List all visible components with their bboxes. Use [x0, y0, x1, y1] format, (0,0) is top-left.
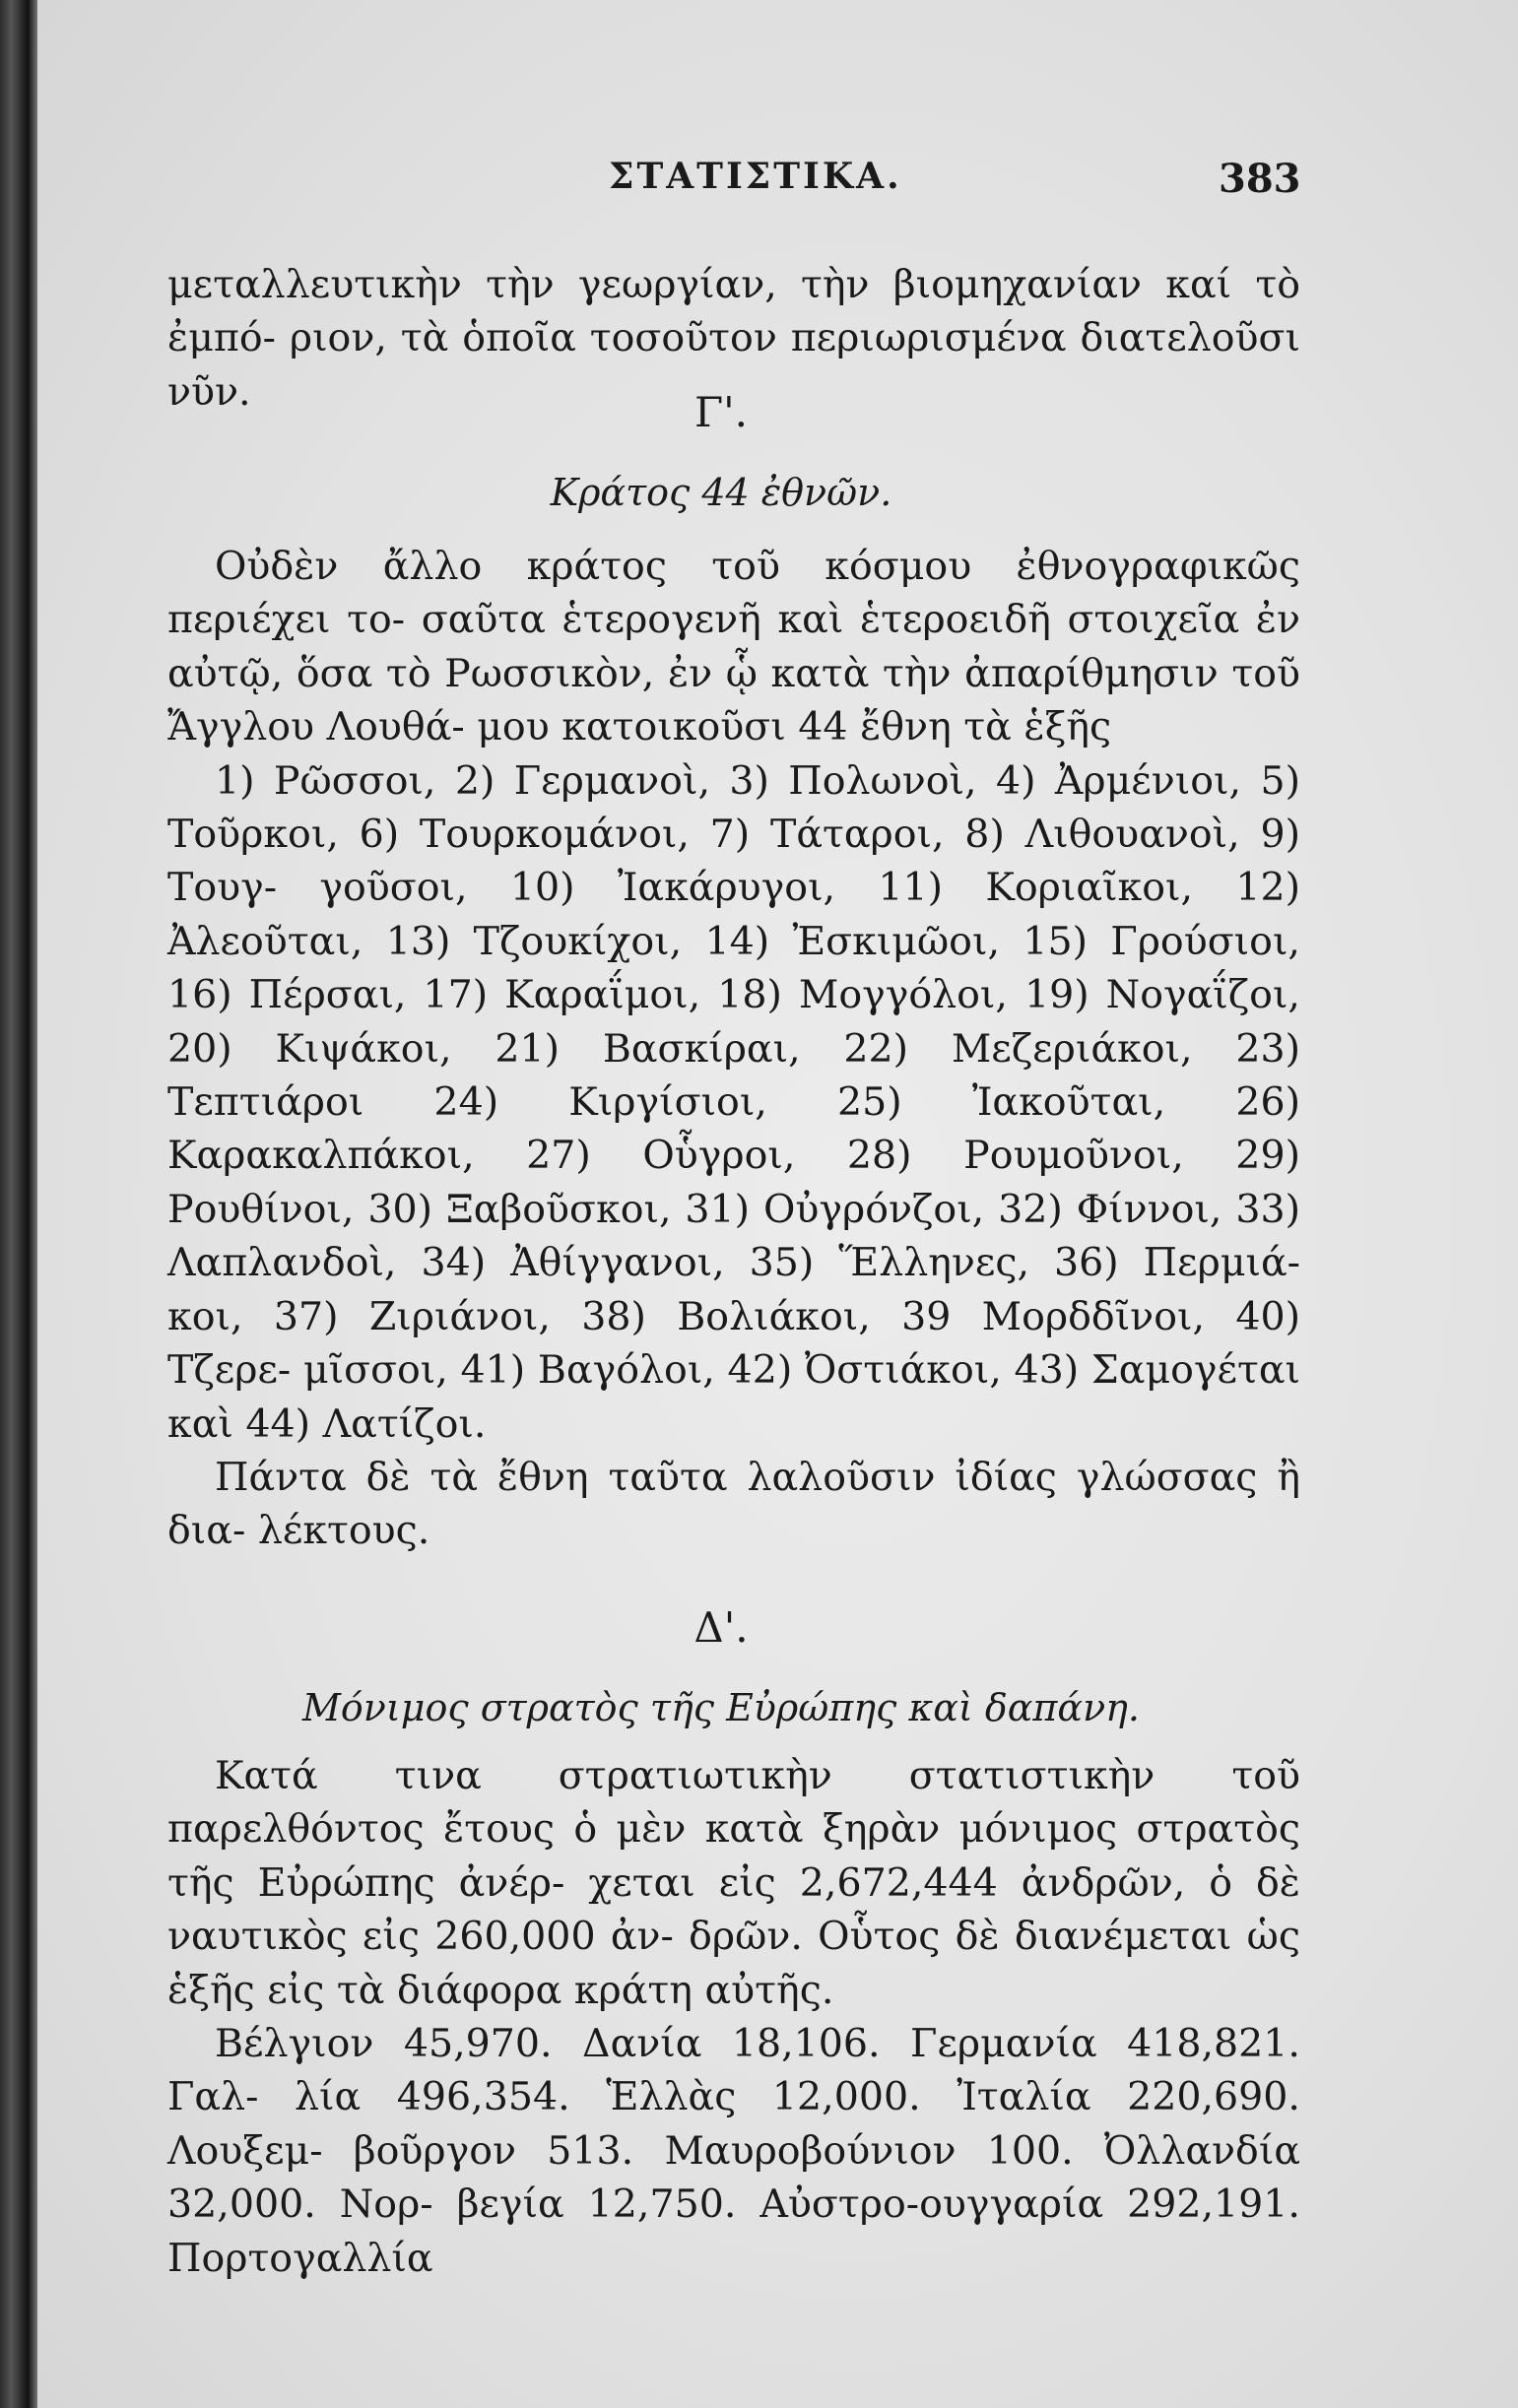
- section-d-title: Μόνιμος στρατὸς τῆς Εὐρώπης καὶ δαπάνη.: [301, 1686, 1141, 1729]
- section-d-letter: Δ'.: [693, 1603, 749, 1652]
- page-number: 383: [1219, 156, 1301, 202]
- section-g-letter: Γ'.: [693, 388, 749, 436]
- intro-text: μεταλλευτικὴν τὴν γεωργίαν, τὴν βιομηχανίαν καί τὸ ἐμπό- ριον, τὰ ὁποῖα τοσοῦτον περιωρισμένα διατελοῦσι νῦν.: [167, 262, 1300, 415]
- section-d-paragraph-1: Κατά τινα στρατιωτικὴν στατιστικὴν τοῦ παρελθόντος ἔτους ὁ μὲν κατὰ ξηρὰν μόνιμος στρατὸς τῆς Εὐρώπης ἀνέρ- χεται εἰς 2,672,444 ἀνδρῶν, ὁ δὲ ναυτικὸς εἰς 260,000 ἀν- δρῶν. Οὗτος δὲ διανέμεται ὡς ἑξῆς εἰς τὰ διάφορα κράτη αὐτῆς.: [167, 1753, 1300, 2013]
- section-g-title: Κράτος 44 ἐθνῶν.: [550, 471, 892, 514]
- section-d-body: [167, 1749, 1300, 2285]
- running-title: ΣΤΑΤΙΣΤΙΚΑ.: [609, 156, 902, 197]
- book-page: [37, 0, 1518, 2408]
- section-g-body: [167, 540, 1300, 1558]
- section-g-paragraph-1: Οὐδὲν ἄλλο κράτος τοῦ κόσμου ἐθνογραφικῶς περιέχει το- σαῦτα ἑτερογενῆ καὶ ἑτεροειδῆ στοιχεῖα ἐν αὐτῷ, ὅσα τὸ Ρωσσικὸν, ἐν ᾧ κατὰ τὴν ἀπαρίθμησιν τοῦ Ἄγγλου Λουθά- μου κατοικοῦσι 44 ἔθνη τὰ ἑξῆς: [167, 544, 1300, 750]
- book-spine-shadow: [0, 0, 37, 2408]
- section-g-nations-list: 1) Ρῶσσοι, 2) Γερμανοὶ, 3) Πολωνοὶ, 4) Ἀρμένιοι, 5) Τοῦρκοι, 6) Τουρκομάνοι, 7) Τάταροι, 8) Λιθουανοὶ, 9) Τουγ- γοῦσοι, 10) Ἰακάρυγοι, 11) Κοριαῖκοι, 12) Ἀλεοῦται, 13) Τζουκίχοι, 14) Ἐσκιμῶοι, 15) Γρούσιοι, 16) Πέρσαι, 17) Καραΐμοι, 18) Μογγόλοι, 19) Νογαΐζοι, 20) Κιψάκοι, 21) Βασκίραι, 22) Μεζεριάκοι, 23) Τεπτιάροι 24) Κιργίσιοι, 25) Ἰακοῦται, 26) Καρακαλπάκοι, 27) Οὗγροι, 28) Ρουμοῦνοι, 29) Ρουθίνοι, 30) Ξαβοῦσκοι, 31) Οὐγρόνζοι, 32) Φίννοι, 33) Λαπλανδοὶ, 34) Ἀθίγγανοι, 35) Ἕλληνες, 36) Περμιά- κοι, 37) Ζιριάνοι, 38) Βολιάκοι, 39 Μορδδῖνοι, 40) Τζερε- μῖσσοι, 41) Βαγόλοι, 42) Ὀστιάκοι, 43) Σαμογέται καὶ 44) Λατίζοι.: [167, 757, 1300, 1447]
- section-g-paragraph-3: Πάντα δὲ τὰ ἔθνη ταῦτα λαλοῦσιν ἰδίας γλώσσας ἢ δια- λέκτους.: [167, 1454, 1300, 1554]
- section-d-army-figures: Βέλγιον 45,970. Δανία 18,106. Γερμανία 418,821. Γαλ- λία 496,354. Ἑλλὰς 12,000. Ἰταλία 220,690. Λουξεμ- βοῦργον 513. Μαυροβούνιον 100. Ὀλλανδία 32,000. Νορ- βεγία 12,750. Αὐστρο-ουγγαρία 292,191. Πορτογαλλία: [167, 2021, 1300, 2281]
